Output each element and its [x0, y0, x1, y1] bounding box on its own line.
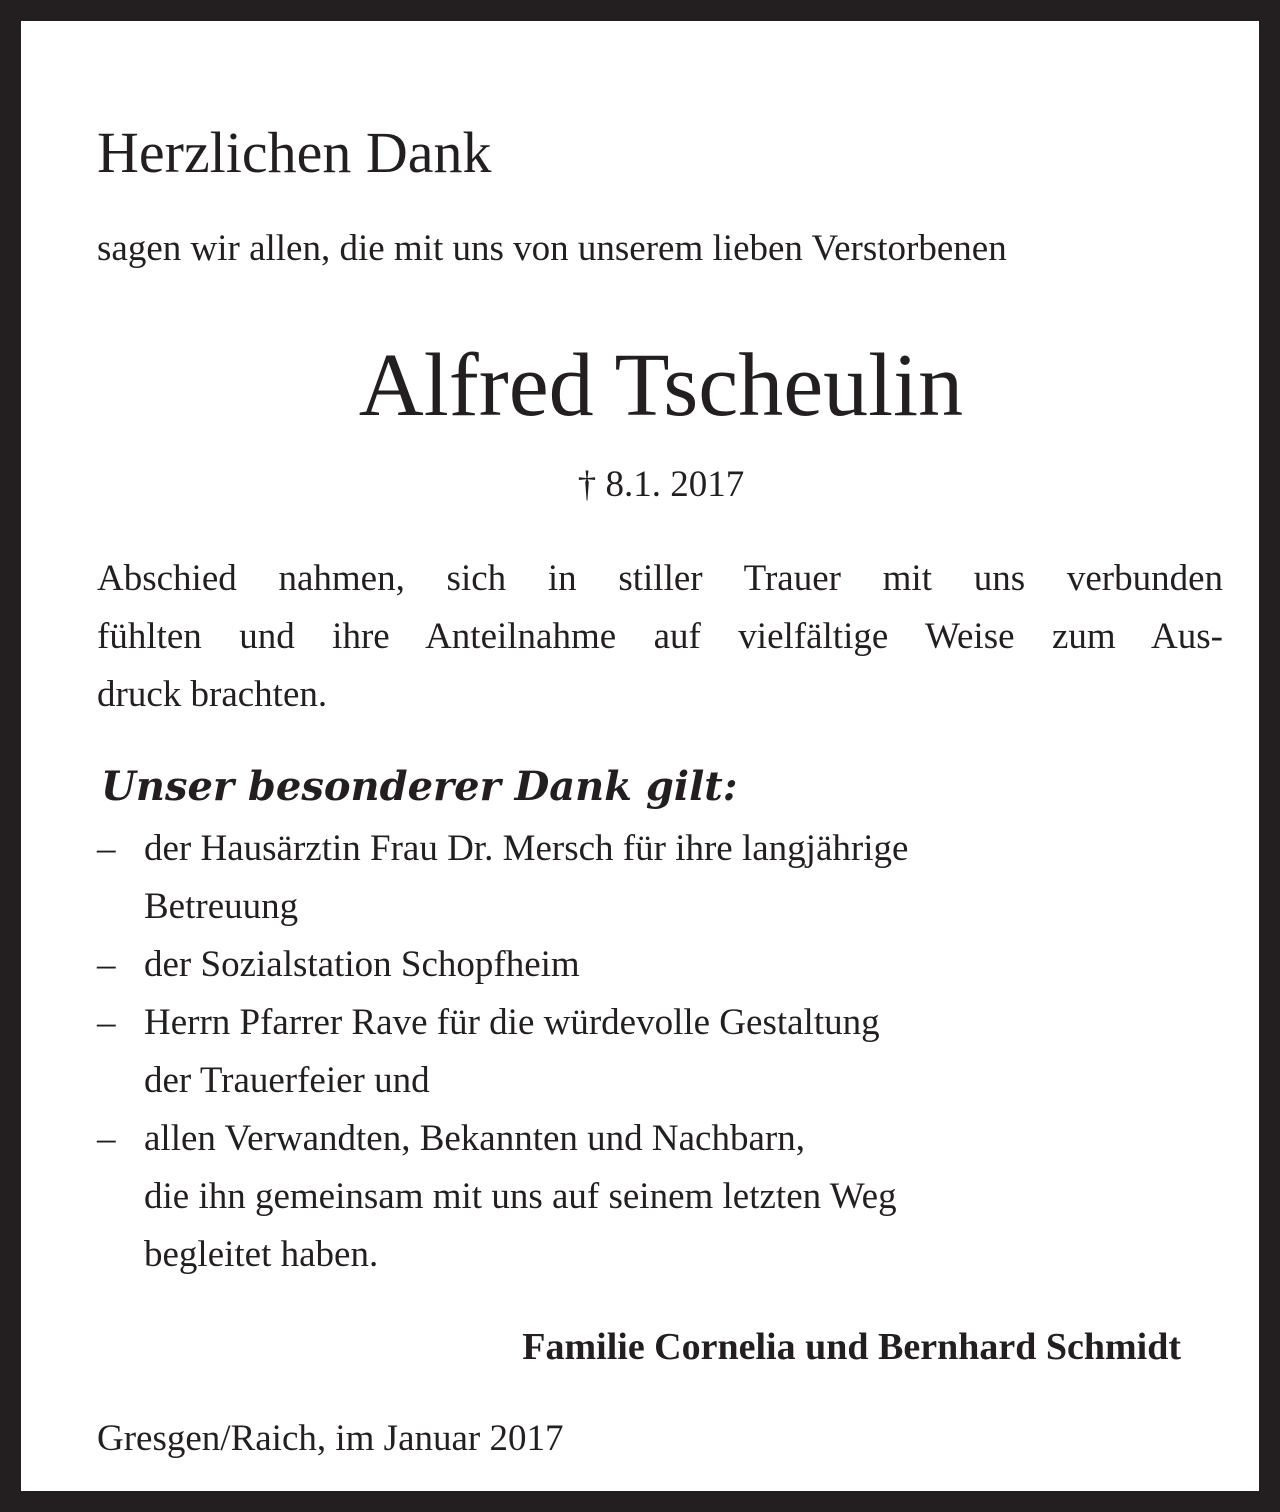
thanks-item-4-line-2: die ihn gemeinsam mit uns auf seinem letzten Weg	[144, 1176, 897, 1217]
thanks-item-3-line-1: Herrn Pfarrer Rave für die würdevolle Gestaltung	[144, 1002, 880, 1043]
special-thanks-heading: Unser besonderer Dank gilt:	[101, 763, 738, 810]
thanks-item-4-line-1: allen Verwandten, Bekannten und Nachbarn,	[144, 1118, 805, 1159]
farewell-line-1: Abschied nahmen, sich in stiller Trauer mit uns verbunden	[97, 558, 1223, 599]
thanks-item-3-line-2: der Trauerfeier und	[144, 1060, 430, 1101]
thanks-item-2-line-1: der Sozialstation Schopfheim	[144, 944, 580, 985]
thanks-item-4-line-3: begleitet haben.	[144, 1234, 379, 1275]
family-signature: Familie Cornelia und Bernhard Schmidt	[522, 1326, 1181, 1368]
deceased-name: Alfred Tscheulin	[358, 336, 964, 435]
farewell-line-3: druck brachten.	[97, 674, 328, 715]
thanks-item-1-line-1: der Hausärztin Frau Dr. Mersch für ihre langjährige	[144, 828, 909, 869]
bullet-dash: –	[97, 1002, 116, 1043]
intro-text: sagen wir allen, die mit uns von unserem lieben Verstorbenen	[97, 228, 1007, 269]
death-date: † 8.1. 2017	[577, 464, 745, 505]
bullet-dash: –	[97, 828, 116, 869]
place-date: Gresgen/Raich, im Januar 2017	[97, 1418, 564, 1459]
bullet-dash: –	[97, 1118, 116, 1159]
notice-heading: Herzlichen Dank	[97, 120, 492, 185]
farewell-line-2: fühlten und ihre Anteilnahme auf vielfältige Weise zum Aus-	[97, 616, 1223, 657]
bullet-dash: –	[97, 944, 116, 985]
thanks-item-1-line-2: Betreuung	[144, 886, 299, 927]
